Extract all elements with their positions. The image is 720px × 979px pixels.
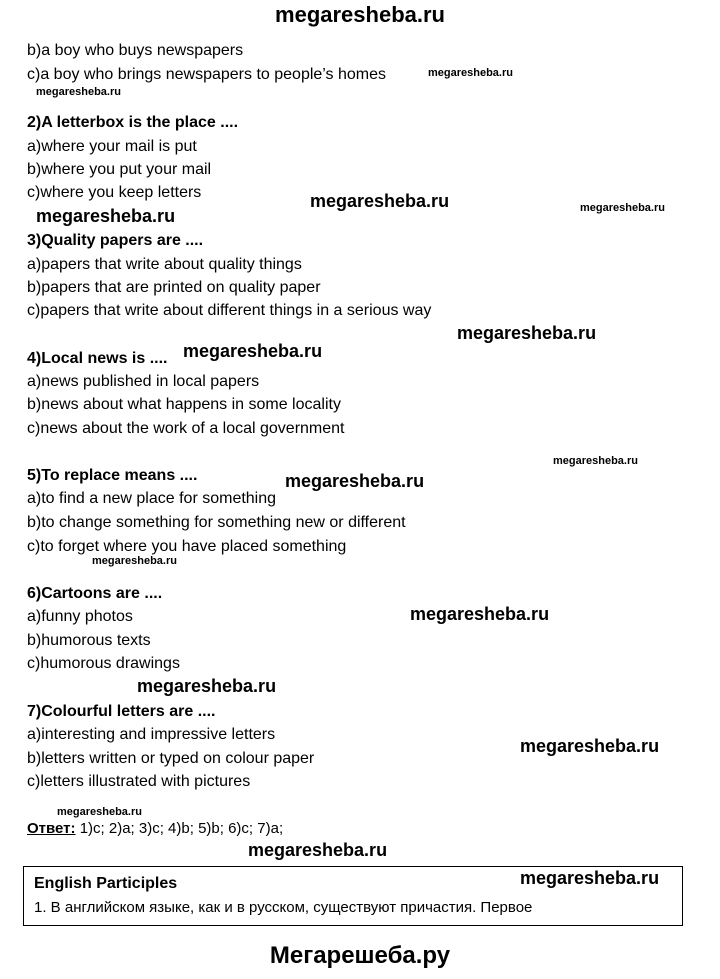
question-4-option-b: b)news about what happens in some locality [27,396,341,413]
watermark: megaresheba.ru [285,471,425,491]
question-6-option-a: a)funny photos [27,608,133,625]
answer-label: Ответ: [27,820,76,837]
question-7-option-b: b)letters written or typed on colour paper [27,750,315,767]
question-4-title: 4)Local news is .... [27,350,168,367]
participles-box-text: 1. В английском языке, как и в русском, существуют причастия. Первое [34,899,533,916]
watermark: megaresheba.ru [520,736,660,756]
question-2-option-c: c)where you keep letters [27,184,202,201]
watermark: megaresheba.ru [36,86,121,98]
question-4-option-c: c)news about the work of a local government [27,420,345,437]
watermark: megaresheba.ru [183,341,323,361]
question-2-option-a: a)where your mail is put [27,138,197,155]
question-2-option-b: b)where you put your mail [27,161,212,178]
question-5-title: 5)To replace means .... [27,467,198,484]
question-3-option-c: c)papers that write about different things in a serious way [27,302,432,319]
question-3-option-a: a)papers that write about quality things [27,256,302,273]
q1-option-b: b)a boy who buys newspapers [27,42,244,59]
participles-box-title: English Participles [34,875,178,892]
question-3-option-b: b)papers that are printed on quality paper [27,279,321,296]
answer-text: 1)c; 2)a; 3)c; 4)b; 5)b; 6)c; 7)a; [75,820,284,837]
watermark: megaresheba.ru [248,840,388,860]
question-7-option-a: a)interesting and impressive letters [27,726,276,743]
watermark: megaresheba.ru [428,67,513,79]
watermark: megaresheba.ru [580,202,665,214]
watermark: megaresheba.ru [310,191,450,211]
page-header: megaresheba.ru [275,2,445,27]
watermark: megaresheba.ru [36,206,176,226]
watermark: megaresheba.ru [553,455,638,467]
question-5-option-b: b)to change something for something new or different [27,514,406,531]
question-6-option-c: c)humorous drawings [27,655,180,672]
watermark: megaresheba.ru [457,323,597,343]
question-7-option-c: c)letters illustrated with pictures [27,773,251,790]
question-5-option-a: a)to find a new place for something [27,490,277,507]
page-footer: Мегарешеба.ру [269,942,451,969]
question-5-option-c: c)to forget where you have placed something [27,538,347,555]
watermark: megaresheba.ru [57,806,142,818]
question-3-title: 3)Quality papers are .... [27,232,204,249]
answer-line [27,820,283,837]
watermark: megaresheba.ru [410,604,550,624]
question-4-option-a: a)news published in local papers [27,373,260,390]
q1-option-c: c)a boy who brings newspapers to people’s homes [27,66,387,83]
question-6-option-b: b)humorous texts [27,632,151,649]
watermark: megaresheba.ru [92,555,177,567]
question-7-title: 7)Colourful letters are .... [27,703,216,720]
watermark: megaresheba.ru [520,868,660,888]
question-6-title: 6)Cartoons are .... [27,585,163,602]
watermark: megaresheba.ru [137,676,277,696]
question-2-title: 2)A letterbox is the place .... [27,114,239,131]
